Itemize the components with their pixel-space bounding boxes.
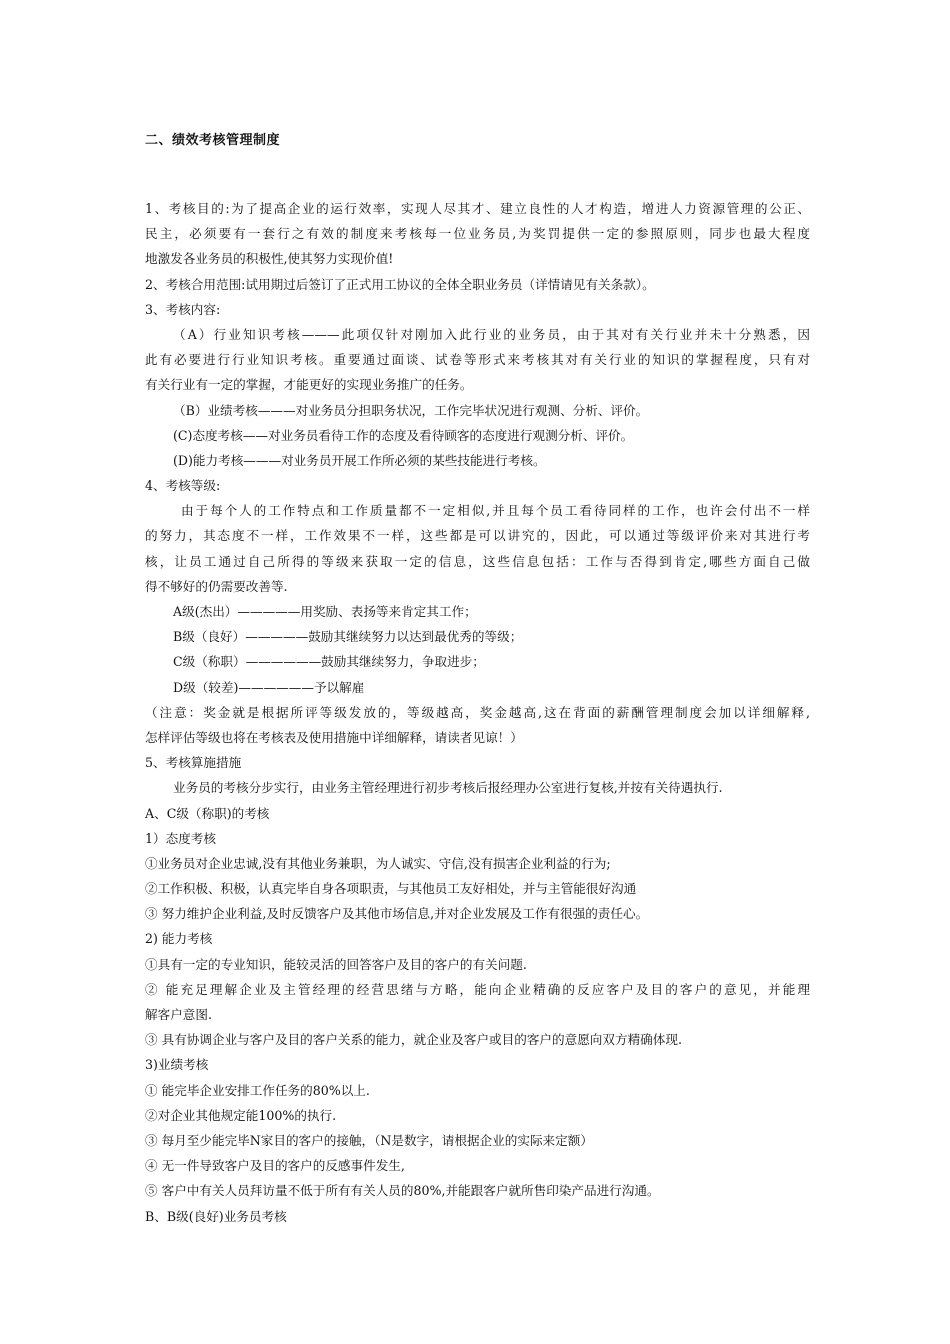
subsection-heading: 3)业绩考核 — [145, 1057, 209, 1073]
paragraph-line: (D)能力考核———对业务员开展工作所必须的某些技能进行考核。 — [173, 452, 546, 468]
paragraph-line: 1、考核目的:为了提高企业的运行效率，实现人尽其才、建立良性的人才构造，增进人力资源管理的公正、 — [145, 201, 810, 216]
subsection-heading: B、B级(良好)业务员考核 — [145, 1208, 287, 1224]
grade-line: B级（良好）—————鼓励其继续努力以达到最优秀的等级； — [173, 629, 523, 645]
note-line: 怎样评估等级也将在考核表及使用措施中详细解释，请读者见谅！） — [145, 729, 523, 745]
list-item: ⑤ 客户中有关人员拜访量不低于所有有关人员的80%,并能跟客户就所售印染产品进行沟通。 — [145, 1183, 660, 1199]
paragraph-line: 民主，必须要有一套行之有效的制度来考核每一位业务员,为奖罚提供一定的参照原则，同步也最大程度 — [145, 226, 810, 242]
paragraph-line: （A）行业知识考核———此项仅针对刚加入此行业的业务员，由于其对有关行业并未十分熟悉，因 — [173, 326, 810, 342]
list-item: ③ 具有协调企业与客户及目的客户关系的能力，就企业及客户或目的客户的意愿向双方精确体现. — [145, 1032, 682, 1048]
list-item: ①业务员对企业忠诚,没有其他业务兼职，为人诚实、守信,没有损害企业利益的行为; — [145, 855, 611, 871]
document-body — [145, 196, 810, 1229]
paragraph-line: 业务员的考核分步实行，由业务主管经理进行初步考核后报经理办公室进行复核,并按有关待遇执行. — [173, 780, 723, 796]
section-heading: 4、考核等级: — [145, 478, 221, 494]
paragraph-line: 的努力，其态度不一样，工作效果不一样，这些都是可以讲究的，因此，可以通过等级评价来对其进行考 — [145, 528, 810, 544]
grade-line: C级（称职）——————鼓励其继续努力，争取进步； — [173, 654, 485, 670]
paragraph-line: 地激发各业务员的积极性,使其努力实现价值! — [145, 251, 394, 267]
paragraph-line: (C)态度考核——对业务员看待工作的态度及看待顾客的态度进行观测分析、评价。 — [173, 427, 634, 443]
paragraph-line: 有关行业有一定的掌握，才能更好的实现业务推广的任务。 — [145, 377, 473, 393]
note-line: （注意：奖金就是根据所评等级发放的，等级越高，奖金越高,这在背面的薪酬管理制度会加以详细解释, — [145, 704, 810, 720]
list-item: ③ 努力维护企业利益,及时反馈客户及其他市场信息,并对企业发展及工作有很强的责任心。 — [145, 906, 649, 922]
paragraph-line: 此有必要进行行业知识考核。重要通过面谈、试卷等形式来考核其对有关行业的知识的掌握程度，只有对 — [145, 352, 810, 368]
list-item: ①具有一定的专业知识，能较灵活的回答客户及目的客户的有关问题. — [145, 956, 527, 972]
list-item: ②工作积极、积极，认真完毕自身各项职责，与其他员工友好相处，并与主管能很好沟通 — [145, 881, 637, 897]
paragraph-line: 2、考核合用范围:试用期过后签订了正式用工协议的全体全职业务员（详情请见有关条款）。 — [145, 276, 655, 292]
subsection-heading: 1）态度考核 — [145, 830, 216, 846]
subsection-heading: 2) 能力考核 — [145, 931, 213, 947]
section-heading: 3、考核内容: — [145, 301, 221, 317]
list-item: 解客户意图. — [145, 1007, 212, 1022]
list-item: ③ 每月至少能完毕N家目的客户的接触，（N是数字，请根据企业的实际来定额） — [145, 1132, 593, 1148]
list-item: ② 能充足理解企业及主管经理的经营思绪与方略，能向企业精确的反应客户及目的客户的意见，并能理 — [145, 981, 810, 997]
paragraph-line: （B）业绩考核———对业务员分担职务状况，工作完毕状况进行观测、分析、评价。 — [173, 402, 649, 418]
list-item: ②对企业其他规定能100%的执行. — [145, 1107, 337, 1123]
paragraph-line: 由于每个人的工作特点和工作质量都不一定相似,并且每个员工看待同样的工作，也许会付出不一样 — [181, 503, 810, 519]
grade-line: D级（较差)——————予以解雇 — [173, 679, 365, 695]
section-heading: 5、考核算施措施 — [145, 755, 242, 771]
grade-line: A级(杰出）—————用奖励、表扬等来肯定其工作； — [173, 604, 477, 619]
list-item: ④ 无一件导致客户及目的客户的反感事件发生, — [145, 1158, 405, 1174]
section-title: 二、绩效考核管理制度 — [145, 133, 281, 148]
paragraph-line: 得不够好的仍需要改善等. — [145, 578, 288, 594]
paragraph-line: 核，让员工通过自己所得的等级来获取一定的信息，这些信息包括：工作与否得到肯定,哪些方面自己做 — [145, 553, 810, 569]
subsection-heading: A、C级（称职)的考核 — [145, 805, 270, 821]
list-item: ① 能完毕企业安排工作任务的80%以上. — [145, 1082, 370, 1098]
